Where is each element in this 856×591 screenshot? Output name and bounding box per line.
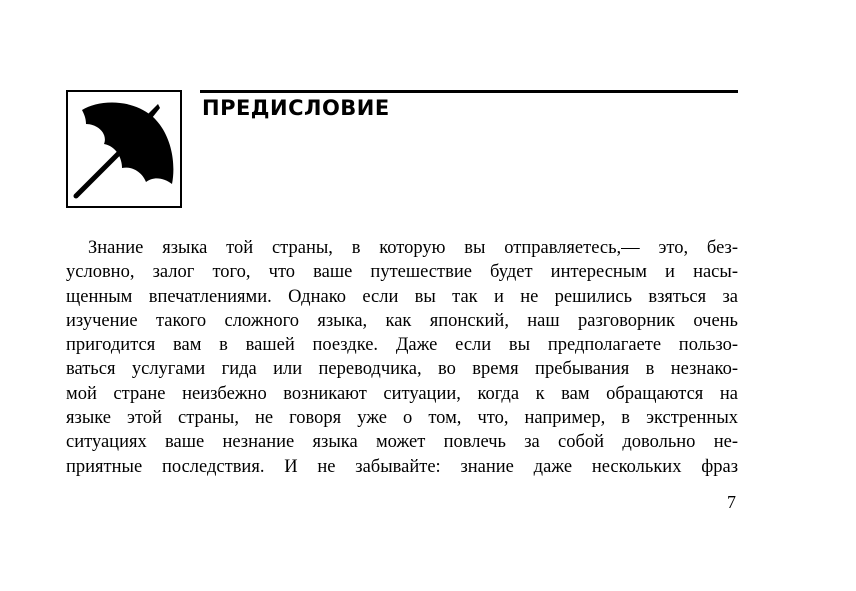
text-line: приятные последствия. И не забывайте: знание даже нескольких фраз bbox=[66, 456, 738, 477]
text-line: ваться услугами гида или переводчика, во время пребывания в незнако- bbox=[66, 359, 738, 380]
text-line: Знание языка той страны, в которую вы отправляетесь,— это, без- bbox=[88, 238, 738, 258]
text-line: щенным впечатлениями. Однако если вы так и не решились взяться за bbox=[66, 286, 738, 307]
chapter-emblem bbox=[66, 90, 182, 208]
text-line: мой стране неизбежно возникают ситуации, когда к вам обращаются на bbox=[66, 383, 738, 404]
text-line: условно, залог того, что ваше путешествие будет интересным и насы- bbox=[66, 262, 738, 283]
chapter-heading: ПРЕДИСЛОВИЕ bbox=[202, 96, 390, 120]
heading-rule bbox=[200, 90, 738, 93]
text-line: языке этой страны, не говоря уже о том, что, например, в экстренных bbox=[66, 408, 738, 429]
text-line: изучение такого сложного языка, как японский, наш разговорник очень bbox=[66, 310, 738, 331]
umbrella-icon bbox=[68, 92, 180, 206]
body-paragraph bbox=[66, 236, 738, 479]
page-number: 7 bbox=[727, 492, 736, 512]
text-line: ситуациях ваше незнание языка может повлечь за собой довольно не- bbox=[66, 432, 738, 453]
text-line: пригодится вам в вашей поездке. Даже если вы предполагаете пользо- bbox=[66, 335, 738, 356]
